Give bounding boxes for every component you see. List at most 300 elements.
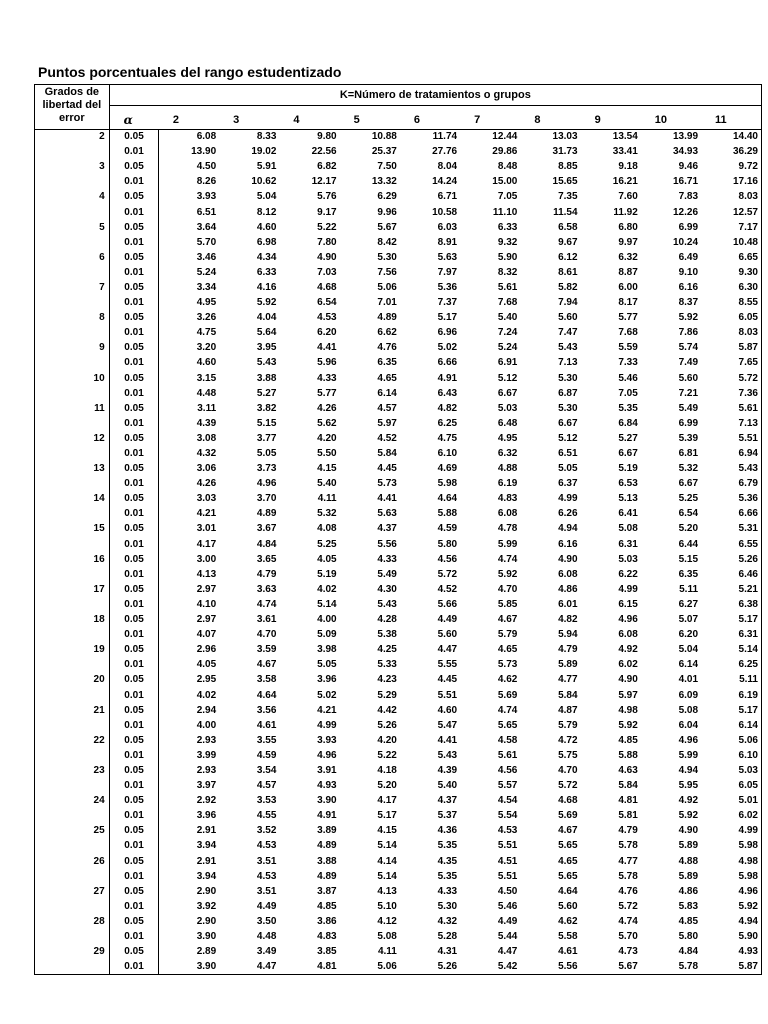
value-cell: 5.06	[377, 281, 397, 293]
value-cell: 13.90	[191, 146, 217, 158]
value-cell: 4.23	[377, 674, 397, 686]
value-cell: 2.89	[196, 946, 217, 958]
value-cell: 6.58	[558, 221, 578, 233]
value-cell: 3.90	[159, 960, 219, 975]
value-cell: 5.92	[678, 312, 699, 324]
value-cell: 4.63	[618, 764, 638, 776]
df-cell	[35, 839, 110, 854]
value-cell: 5.99	[678, 749, 699, 761]
value-cell: 6.67	[497, 387, 518, 399]
alpha-cell: 0.01	[109, 416, 159, 431]
value-cell: 4.51	[497, 855, 518, 867]
value-cell: 5.40	[437, 780, 458, 792]
df-cell: 15	[35, 522, 110, 537]
value-cell: 4.91	[317, 810, 337, 822]
table-row	[35, 748, 762, 763]
value-cell: 5.20	[678, 523, 699, 535]
value-cell: 7.65	[701, 356, 761, 371]
df-cell	[35, 235, 110, 250]
table-row	[35, 582, 762, 597]
value-cell: 4.60	[437, 704, 458, 716]
value-cell: 5.09	[317, 629, 337, 641]
value-cell: 4.82	[558, 614, 578, 626]
alpha-cell: 0.05	[109, 522, 159, 537]
value-cell: 5.43	[256, 357, 277, 369]
value-cell: 4.61	[558, 946, 578, 958]
value-cell: 4.41	[437, 734, 458, 746]
value-cell: 6.55	[701, 537, 761, 552]
alpha-cell: 0.05	[109, 280, 159, 295]
value-cell: 4.14	[377, 855, 397, 867]
df-cell: 26	[35, 854, 110, 869]
value-cell: 5.35	[437, 840, 458, 852]
table-row	[35, 960, 762, 975]
df-cell	[35, 296, 110, 311]
value-cell: 4.41	[377, 493, 397, 505]
value-cell: 5.30	[377, 251, 397, 263]
value-cell: 7.36	[701, 386, 761, 401]
value-cell: 4.64	[256, 689, 277, 701]
df-cell: 24	[35, 794, 110, 809]
value-cell: 5.95	[678, 780, 699, 792]
value-cell: 6.67	[678, 478, 699, 490]
value-cell: 5.98	[437, 478, 458, 490]
table-row	[35, 929, 762, 944]
value-cell: 5.05	[256, 448, 277, 460]
value-cell: 8.37	[678, 297, 699, 309]
value-cell: 7.01	[377, 297, 397, 309]
value-cell: 5.11	[679, 583, 699, 595]
value-cell: 5.30	[437, 900, 458, 912]
value-cell: 4.95	[196, 297, 217, 309]
value-cell: 25.37	[371, 146, 397, 158]
value-cell: 4.77	[558, 674, 578, 686]
value-cell: 4.99	[701, 824, 761, 839]
value-cell: 3.11	[197, 402, 217, 414]
value-cell: 4.65	[497, 644, 518, 656]
value-cell: 6.48	[497, 417, 518, 429]
value-cell: 4.70	[256, 629, 277, 641]
value-cell: 5.39	[678, 432, 699, 444]
value-cell: 16.21	[612, 176, 638, 188]
value-cell: 6.41	[618, 508, 638, 520]
value-cell: 6.16	[678, 281, 699, 293]
value-cell: 5.51	[701, 431, 761, 446]
value-cell: 4.88	[497, 463, 518, 475]
table-row	[35, 386, 762, 401]
value-cell: 3.63	[256, 583, 277, 595]
value-cell: 3.87	[317, 885, 337, 897]
k-column-header: 10	[641, 106, 701, 130]
value-cell: 6.16	[558, 538, 578, 550]
table-row	[35, 130, 762, 145]
value-cell: 5.60	[437, 629, 458, 641]
df-cell	[35, 567, 110, 582]
value-cell: 4.84	[256, 538, 277, 550]
value-cell: 4.33	[437, 885, 458, 897]
value-cell: 7.05	[497, 191, 518, 203]
value-cell: 3.34	[196, 281, 217, 293]
value-cell: 9.18	[618, 161, 638, 173]
df-cell	[35, 507, 110, 522]
value-cell: 2.93	[196, 764, 217, 776]
value-cell: 5.10	[377, 900, 397, 912]
value-cell: 10.24	[673, 236, 699, 248]
value-cell: 4.35	[437, 855, 458, 867]
value-cell: 5.50	[317, 448, 337, 460]
df-cell: 6	[35, 250, 110, 265]
value-cell: 6.46	[701, 567, 761, 582]
value-cell: 6.37	[558, 478, 578, 490]
df-cell: 13	[35, 462, 110, 477]
value-cell: 5.44	[497, 931, 518, 943]
value-cell: 2.92	[196, 795, 217, 807]
value-cell: 3.08	[196, 432, 217, 444]
value-cell: 4.99	[558, 493, 578, 505]
table-row	[35, 356, 762, 371]
value-cell: 8.48	[497, 161, 518, 173]
value-cell: 6.71	[437, 191, 458, 203]
k-column-header: 7	[460, 106, 520, 130]
value-cell: 5.08	[377, 931, 397, 943]
table-row	[35, 809, 762, 824]
value-cell: 5.85	[497, 598, 518, 610]
value-cell: 4.36	[437, 825, 458, 837]
table-row	[35, 567, 762, 582]
alpha-cell: 0.05	[109, 462, 159, 477]
value-cell: 4.47	[497, 946, 518, 958]
value-cell: 3.95	[256, 342, 277, 354]
value-cell: 3.70	[256, 493, 277, 505]
table-row	[35, 431, 762, 446]
df-cell: 28	[35, 914, 110, 929]
value-cell: 2.93	[196, 734, 217, 746]
df-cell: 25	[35, 824, 110, 839]
value-cell: 4.74	[618, 915, 638, 927]
table-row	[35, 190, 762, 205]
value-cell: 4.90	[618, 674, 638, 686]
value-cell: 5.37	[437, 810, 458, 822]
value-cell: 5.56	[520, 960, 580, 975]
alpha-cell: 0.05	[109, 914, 159, 929]
value-cell: 3.90	[317, 795, 337, 807]
value-cell: 5.42	[460, 960, 520, 975]
value-cell: 3.46	[196, 251, 217, 263]
table-row	[35, 175, 762, 190]
value-cell: 6.25	[701, 658, 761, 673]
value-cell: 5.19	[317, 568, 337, 580]
value-cell: 4.57	[377, 402, 397, 414]
value-cell: 7.49	[678, 357, 699, 369]
value-cell: 6.67	[618, 448, 638, 460]
df-cell: 7	[35, 280, 110, 295]
value-cell: 5.26	[701, 552, 761, 567]
value-cell: 6.08	[497, 508, 518, 520]
value-cell: 3.73	[256, 463, 277, 475]
value-cell: 4.65	[377, 372, 397, 384]
value-cell: 5.75	[558, 749, 578, 761]
value-cell: 3.52	[256, 825, 277, 837]
df-cell	[35, 628, 110, 643]
value-cell: 5.65	[558, 870, 578, 882]
table-row	[35, 718, 762, 733]
value-cell: 5.98	[701, 869, 761, 884]
value-cell: 5.46	[618, 372, 638, 384]
value-cell: 3.77	[256, 432, 277, 444]
value-cell: 6.43	[437, 387, 458, 399]
value-cell: 6.04	[678, 719, 699, 731]
alpha-cell: 0.05	[109, 643, 159, 658]
value-cell: 5.04	[678, 644, 699, 656]
value-cell: 4.89	[317, 840, 337, 852]
value-cell: 4.81	[618, 795, 638, 807]
value-cell: 4.68	[558, 795, 578, 807]
value-cell: 4.74	[256, 598, 277, 610]
value-cell: 11.54	[553, 206, 578, 218]
value-cell: 3.61	[256, 614, 277, 626]
subheader-row	[35, 106, 762, 130]
value-cell: 3.94	[196, 840, 217, 852]
table-row	[35, 688, 762, 703]
value-cell: 5.87	[701, 341, 761, 356]
value-cell: 4.99	[618, 583, 638, 595]
value-cell: 5.94	[558, 629, 578, 641]
value-cell: 4.48	[196, 387, 217, 399]
studentized-range-table-container	[34, 84, 762, 975]
value-cell: 4.30	[377, 583, 397, 595]
df-cell: 21	[35, 703, 110, 718]
value-cell: 2.97	[196, 614, 217, 626]
value-cell: 5.13	[618, 493, 638, 505]
value-cell: 4.68	[317, 281, 337, 293]
df-cell: 12	[35, 431, 110, 446]
value-cell: 5.61	[701, 401, 761, 416]
df-cell	[35, 748, 110, 763]
value-cell: 12.44	[460, 130, 520, 145]
value-cell: 29.86	[492, 146, 518, 158]
table-row	[35, 160, 762, 175]
value-cell: 6.32	[497, 448, 518, 460]
value-cell: 13.32	[371, 176, 397, 188]
value-cell: 5.49	[678, 402, 699, 414]
table-row	[35, 296, 762, 311]
value-cell: 5.70	[618, 931, 638, 943]
value-cell: 4.91	[437, 372, 458, 384]
value-cell: 6.08	[558, 568, 578, 580]
value-cell: 5.59	[618, 342, 638, 354]
value-cell: 4.00	[317, 614, 337, 626]
table-row	[35, 522, 762, 537]
value-cell: 9.17	[317, 206, 337, 218]
df-cell	[35, 145, 110, 160]
table-row	[35, 673, 762, 688]
value-cell: 5.62	[317, 417, 337, 429]
value-cell: 6.84	[618, 417, 638, 429]
table-row	[35, 779, 762, 794]
k-column-header: 6	[400, 106, 460, 130]
df-cell: 22	[35, 733, 110, 748]
alpha-cell: 0.05	[109, 130, 159, 145]
table-row	[35, 643, 762, 658]
value-cell: 3.56	[256, 704, 277, 716]
value-cell: 3.59	[256, 644, 277, 656]
value-cell: 5.17	[701, 703, 761, 718]
value-cell: 3.51	[256, 885, 277, 897]
df-cell: 19	[35, 643, 110, 658]
value-cell: 6.66	[701, 507, 761, 522]
value-cell: 5.51	[497, 840, 518, 852]
value-cell: 4.17	[196, 538, 217, 550]
value-cell: 9.80	[279, 130, 339, 145]
value-cell: 4.65	[558, 855, 578, 867]
value-cell: 4.61	[256, 719, 277, 731]
alpha-cell: 0.01	[109, 960, 159, 975]
value-cell: 5.96	[317, 357, 337, 369]
value-cell: 5.40	[317, 478, 337, 490]
value-cell: 5.87	[701, 960, 761, 975]
value-cell: 4.49	[256, 900, 277, 912]
value-cell: 5.98	[701, 839, 761, 854]
value-cell: 4.75	[196, 327, 217, 339]
df-cell	[35, 416, 110, 431]
value-cell: 6.32	[618, 251, 638, 263]
k-column-header: 4	[279, 106, 339, 130]
value-cell: 4.90	[317, 251, 337, 263]
k-column-header: 2	[159, 106, 219, 130]
value-cell: 4.76	[618, 885, 638, 897]
value-cell: 4.56	[497, 764, 518, 776]
value-cell: 5.05	[558, 463, 578, 475]
table-row	[35, 280, 762, 295]
alpha-cell: 0.05	[109, 703, 159, 718]
value-cell: 5.58	[558, 931, 578, 943]
alpha-cell: 0.01	[109, 175, 159, 190]
value-cell: 5.72	[558, 780, 578, 792]
value-cell: 7.03	[317, 266, 337, 278]
value-cell: 4.98	[618, 704, 638, 716]
value-cell: 5.43	[377, 598, 397, 610]
value-cell: 5.05	[317, 659, 337, 671]
value-cell: 5.67	[581, 960, 641, 975]
value-cell: 15.00	[492, 176, 518, 188]
value-cell: 4.00	[196, 719, 217, 731]
value-cell: 4.57	[256, 780, 277, 792]
value-cell: 5.60	[558, 312, 578, 324]
table-row	[35, 145, 762, 160]
alpha-cell: 0.01	[109, 658, 159, 673]
df-cell	[35, 718, 110, 733]
value-cell: 4.93	[317, 780, 337, 792]
value-cell: 5.72	[618, 900, 638, 912]
alpha-cell: 0.01	[109, 296, 159, 311]
value-cell: 16.71	[673, 176, 699, 188]
value-cell: 4.02	[317, 583, 337, 595]
value-cell: 5.78	[618, 840, 638, 852]
df-cell: 5	[35, 220, 110, 235]
value-cell: 5.02	[437, 342, 458, 354]
value-cell: 5.15	[678, 553, 699, 565]
value-cell: 5.78	[618, 870, 638, 882]
df-cell: 9	[35, 341, 110, 356]
value-cell: 12.17	[311, 176, 337, 188]
value-cell: 4.53	[256, 840, 277, 852]
value-cell: 4.31	[437, 946, 458, 958]
value-cell: 5.72	[701, 371, 761, 386]
value-cell: 8.03	[701, 190, 761, 205]
value-cell: 3.88	[256, 372, 277, 384]
value-cell: 11.92	[613, 206, 638, 218]
value-cell: 6.82	[317, 161, 337, 173]
value-cell: 5.06	[340, 960, 400, 975]
value-cell: 34.93	[673, 146, 699, 158]
value-cell: 7.05	[618, 387, 638, 399]
value-cell: 6.35	[377, 357, 397, 369]
value-cell: 7.68	[618, 327, 638, 339]
value-cell: 4.96	[678, 734, 699, 746]
df-cell	[35, 386, 110, 401]
value-cell: 5.73	[497, 659, 518, 671]
df-column-header: Grados de libertad del error	[35, 85, 110, 130]
table-row	[35, 733, 762, 748]
value-cell: 4.42	[377, 704, 397, 716]
value-cell: 6.54	[317, 297, 337, 309]
value-cell: 3.93	[317, 734, 337, 746]
value-cell: 4.20	[317, 432, 337, 444]
value-cell: 4.55	[256, 810, 277, 822]
value-cell: 5.63	[377, 508, 397, 520]
studentized-range-table	[34, 84, 762, 975]
value-cell: 4.90	[678, 825, 699, 837]
value-cell: 13.99	[641, 130, 701, 145]
value-cell: 4.05	[196, 659, 217, 671]
value-cell: 6.80	[618, 221, 638, 233]
value-cell: 4.75	[437, 432, 458, 444]
df-cell	[35, 929, 110, 944]
value-cell: 5.20	[377, 780, 397, 792]
value-cell: 5.03	[497, 402, 518, 414]
value-cell: 3.86	[317, 915, 337, 927]
value-cell: 8.61	[558, 266, 578, 278]
value-cell: 3.97	[196, 780, 217, 792]
value-cell: 13.03	[520, 130, 580, 145]
value-cell: 5.79	[558, 719, 578, 731]
value-cell: 4.69	[437, 463, 458, 475]
value-cell: 7.21	[678, 387, 699, 399]
value-cell: 15.65	[552, 176, 578, 188]
value-cell: 5.61	[497, 749, 518, 761]
table-row	[35, 884, 762, 899]
table-row	[35, 205, 762, 220]
value-cell: 5.77	[317, 387, 337, 399]
value-cell: 5.36	[701, 492, 761, 507]
k-group-header: K=Número de tratamientos o grupos	[109, 85, 761, 106]
df-cell	[35, 899, 110, 914]
value-cell: 4.52	[377, 432, 397, 444]
value-cell: 4.32	[437, 915, 458, 927]
value-cell: 4.59	[437, 523, 458, 535]
value-cell: 7.80	[317, 236, 337, 248]
df-cell: 29	[35, 945, 110, 960]
table-header	[35, 85, 762, 130]
value-cell: 6.15	[618, 598, 638, 610]
value-cell: 5.12	[558, 432, 578, 444]
table-row	[35, 839, 762, 854]
value-cell: 5.36	[437, 281, 458, 293]
value-cell: 3.53	[256, 795, 277, 807]
value-cell: 5.66	[437, 598, 458, 610]
df-cell: 16	[35, 552, 110, 567]
value-cell: 33.41	[612, 146, 638, 158]
